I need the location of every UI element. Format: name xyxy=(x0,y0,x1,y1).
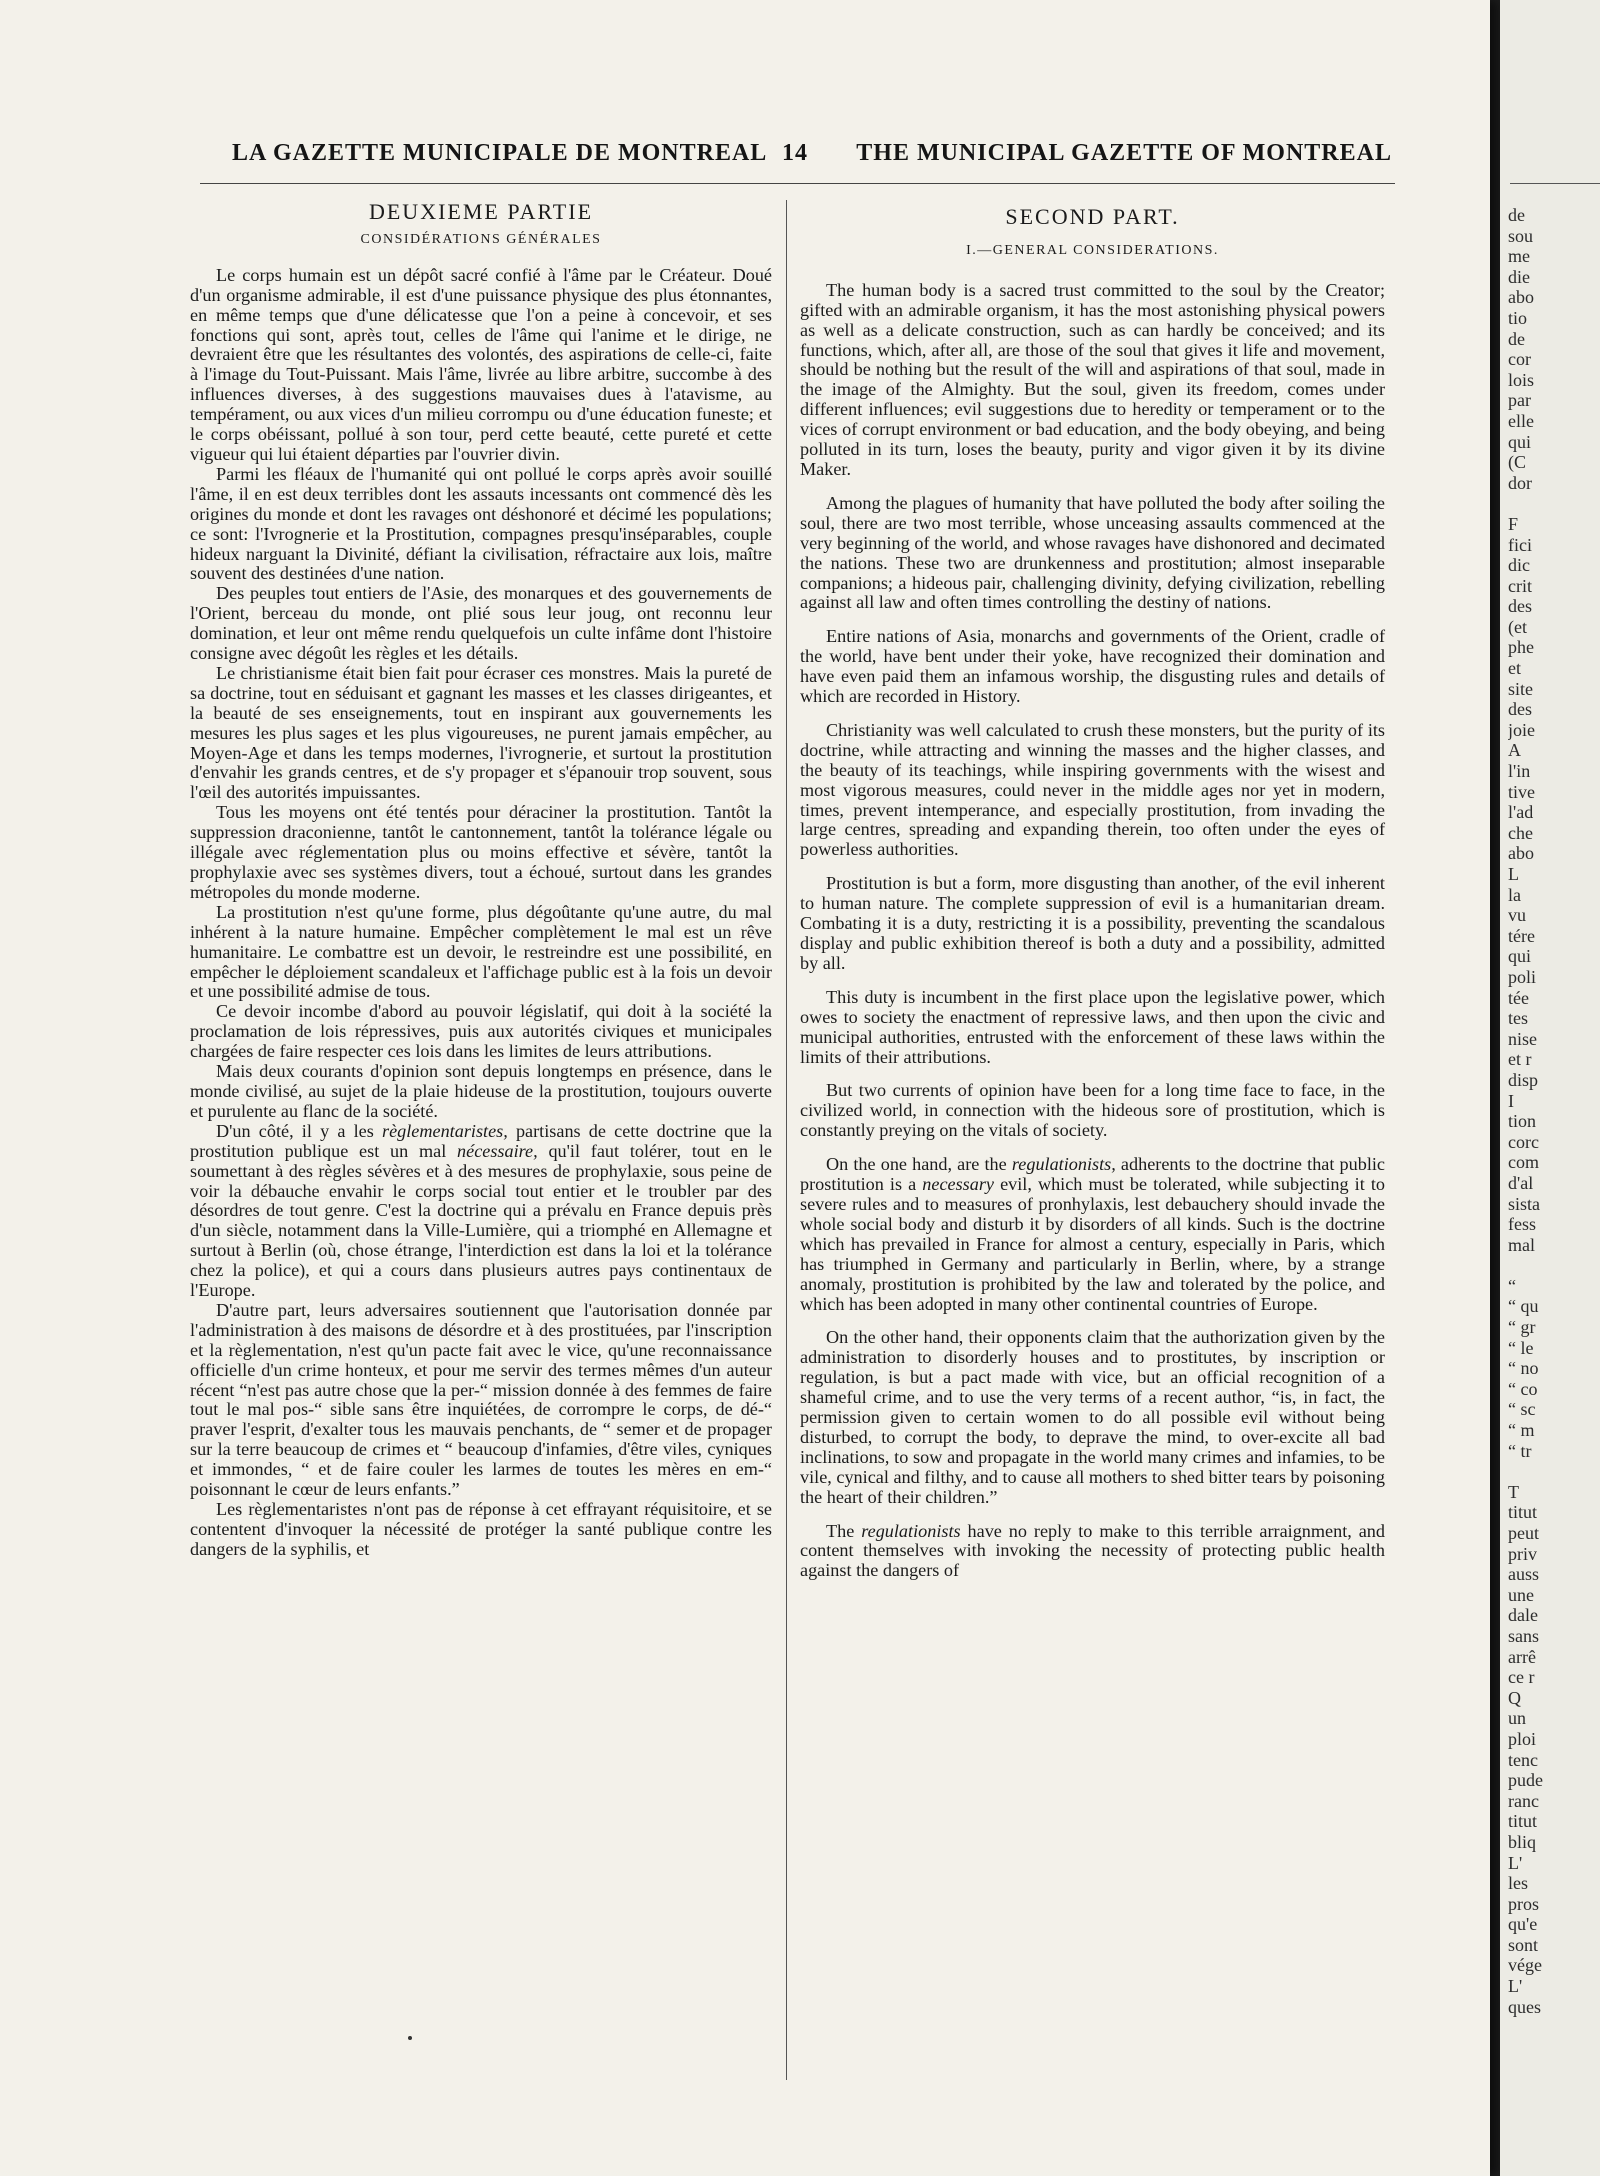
french-paragraph: Ce devoir incombe d'abord au pouvoir législatif, qui doit à la société la proclamation de lois répressives, puis aux autorités civiques et municipales chargées de faire respecter ces lois dans les limites de leurs attributions. xyxy=(190,1001,772,1062)
adjacent-line-fragment: tion xyxy=(1508,1111,1537,1132)
adjacent-line-fragment: tio xyxy=(1508,307,1528,328)
adjacent-line-fragment: ploi xyxy=(1508,1728,1537,1749)
english-paragraph: Prostitution is but a form, more disgusting than another, of the evil inherent to human nature. The complete suppression of evil is a humanitarian dream. Combating it is a duty, restricting it is a possibility, preventing the scandalous display and public exhibition thereof is both a duty and a possibility, admitted by all. xyxy=(800,873,1385,973)
adjacent-line-fragment: “ tr xyxy=(1508,1440,1532,1461)
adjacent-line-fragment: tenc xyxy=(1508,1749,1538,1770)
english-paragraph xyxy=(800,1155,1385,1314)
adjacent-line-fragment: tive xyxy=(1508,781,1535,802)
adjacent-line-fragment: des xyxy=(1508,699,1532,720)
adjacent-line-fragment: d'al xyxy=(1508,1172,1534,1193)
text-run: The xyxy=(826,1520,862,1541)
adjacent-line-fragment: titut xyxy=(1508,1502,1538,1523)
adjacent-line-fragment: corc xyxy=(1508,1131,1539,1152)
french-running-title: LA GAZETTE MUNICIPALE DE MONTREAL xyxy=(232,140,768,166)
french-paragraph xyxy=(190,1122,772,1301)
english-running-title: THE MUNICIPAL GAZETTE OF MONTREAL xyxy=(856,140,1392,166)
adjacent-line-fragment: par xyxy=(1508,390,1531,411)
adjacent-line-fragment: pude xyxy=(1508,1770,1543,1791)
adjacent-line-fragment: fess xyxy=(1508,1214,1536,1235)
adjacent-line-fragment: et xyxy=(1508,658,1521,679)
adjacent-line-fragment: sou xyxy=(1508,225,1534,246)
adjacent-line-fragment: de xyxy=(1508,328,1525,349)
adjacent-line-fragment: dale xyxy=(1508,1605,1538,1626)
adjacent-line-fragment: disp xyxy=(1508,1069,1539,1090)
adjacent-line-fragment: phe xyxy=(1508,637,1534,658)
adjacent-line-fragment: “ co xyxy=(1508,1378,1538,1399)
adjacent-line-fragment: ce r xyxy=(1508,1667,1535,1688)
adjacent-line-fragment: des xyxy=(1508,596,1532,617)
adjacent-line-fragment: joie xyxy=(1508,719,1535,740)
adjacent-line-fragment: L xyxy=(1508,864,1519,884)
adjacent-line-fragment: site xyxy=(1508,678,1533,699)
adjacent-line-fragment: “ xyxy=(1508,1275,1516,1296)
text-run: have no reply to make to this terrible arraignment, and content themselves with invoking the necessity of protecting public health against the dangers of xyxy=(800,1520,1385,1581)
english-paragraph: This duty is incumbent in the first place upon the legislative power, which owes to society the enactment of repressive laws, and then upon the civic and municipal authorities, entrusted with the enforcement of these laws within the limits of their attributions. xyxy=(800,986,1385,1067)
adjacent-line-fragment: arrê xyxy=(1508,1646,1536,1667)
adjacent-line-fragment: “ m xyxy=(1508,1420,1535,1441)
adjacent-page-edge xyxy=(1500,0,1600,2176)
adjacent-line-fragment: pros xyxy=(1508,1893,1539,1914)
adjacent-line-fragment: abo xyxy=(1508,287,1534,308)
adjacent-header-rule xyxy=(1510,183,1600,184)
adjacent-line-fragment: peut xyxy=(1508,1523,1539,1543)
french-paragraph: Mais deux courants d'opinion sont depuis longtemps en présence, dans le monde civilisé, au sujet de la plaie hideuse de la prostitution, toujours ouverte et purulente au flanc de la société. xyxy=(190,1061,772,1121)
text-run: partisans de cette doctrine que la prostitution publique est un mal xyxy=(190,1120,772,1161)
french-paragraph: D'autre part, leurs adversaires soutiennent que l'autorisation donnée par l'administration à des maisons de désordre et à des prostituées, par l'inscription et la règlementation, n'est qu'un pacte fait avec le vice, qu'une reconnaissance officielle d'un crime honteux, et pour me servir des termes mêmes d'un auteur récent “n'est pas autre chose que la per-“ mission donnée à des femmes de faire tout le mal pos-“ sible sans être inquiétées, de corrompre le corps, de dé-“ praver l'esprit, d'exalter tous les mauvais penchants, de “ semer et de propager sur la terre beaucoup de crimes et “ beaucoup d'infamies, d'être viles, cyniques et immondes, “ et de faire couler les larmes de toutes les mères en em-“ poisonnant le cœur de leurs enfants.” xyxy=(190,1299,772,1500)
adjacent-line-fragment: “ le xyxy=(1508,1337,1534,1358)
adjacent-line-fragment: les xyxy=(1508,1873,1528,1894)
header-rule xyxy=(200,183,1395,184)
french-paragraph: Le christianisme était bien fait pour écraser ces monstres. Mais la pureté de sa doctrine, tout en séduisant et gagnant les masses et les classes dirigeantes, et la beauté de ses enseignements, tout en inspirant aux gouvernements les mesures les plus sages et les plus vigoureuses, ne purent jamais empêcher, au Moyen-Age et dans les temps modernes, l'ivrognerie, et surtout la prostitution d'envahir les grands centres, et de s'y propager et s'épanouir trop souvent, sous l'œil des autorités impuissantes. xyxy=(190,662,772,803)
italic-term: règlementaristes, xyxy=(382,1120,508,1141)
english-paragraph: But two currents of opinion have been for a long time face to face, in the civilized world, in connection with the hideous sore of prostitution, which is constantly preying on the vitals of society. xyxy=(800,1080,1385,1141)
english-paragraph: Christianity was well calculated to crush these monsters, but the purity of its doctrine, while attracting and winning the masses and the higher classes, and the beauty of its teachings, while inspiring governments with the wisest and most vigorous measures, could never in the middle ages nor yet in modern, times, prevent intemperance, and especially prostitution, from invading the large centres, spreading and expanding therein, too often under the eyes of powerless authorities. xyxy=(800,719,1385,860)
adjacent-line-fragment: I xyxy=(1508,1090,1514,1111)
adjacent-line-fragment: poli xyxy=(1508,966,1537,987)
adjacent-line-fragment: bliq xyxy=(1508,1831,1537,1852)
page-number: 14 xyxy=(782,140,808,166)
adjacent-line-fragment: titut xyxy=(1508,1811,1538,1832)
adjacent-line-fragment: com xyxy=(1508,1152,1539,1173)
french-paragraph: La prostitution n'est qu'une forme, plus dégoûtante qu'une autre, du mal inhérent à la nature humaine. Empêcher complètement le mal est un rêve humanitaire. Le combattre est un devoir, le restreindre est une possibilité, en empêcher le déploiement scandaleux et l'affichage public est à la fois un devoir et une possibilité admise de tous. xyxy=(190,901,772,1002)
adjacent-line-fragment: abo xyxy=(1508,843,1534,864)
adjacent-line-fragment: elle xyxy=(1508,410,1534,431)
column-divider xyxy=(786,200,787,2080)
text-run: evil, which must be tolerated, while subjecting it to severe rules and to measures of pronhylaxis, lest debauchery should invade the whole social body and disturb it by disorders of all kinds. Such is the doctrine which has prevailed in France for almost a century, especially in Paris, which has triumphed in Germany and particularly in Berlin, where, by a strange anomaly, prostitution is prohibited by the law and tolerated by the police, and which has been adopted in many other continental countries of Europe. xyxy=(800,1174,1385,1314)
adjacent-line-fragment: fici xyxy=(1508,534,1532,555)
adjacent-line-fragment: “ qu xyxy=(1508,1296,1539,1317)
adjacent-line-fragment: ques xyxy=(1508,1996,1541,2017)
adjacent-line-fragment xyxy=(1508,1255,1598,1276)
adjacent-line-fragment: vu xyxy=(1508,905,1526,926)
adjacent-line-fragment: crit xyxy=(1508,575,1532,596)
adjacent-line-fragment: sista xyxy=(1508,1193,1541,1214)
adjacent-line-fragment: sans xyxy=(1508,1625,1539,1646)
english-paragraph: On the other hand, their opponents claim that the authorization given by the administration to disorderly houses and to prostitutes, by inscription or regulation, is but a pact made with vice, but an official recognition of a shameful crime, and to use the very terms of a recent author, “is, in fact, the permission given to certain women to do all possible evil without being disturbed, to corrupt the body, to deprave the mind, to over-excite all bad inclinations, to sow and propagate in the world many crimes and infamies, to be vile, cynical and filthy, and to cause all mothers to shed bitter tears by poisoning the heart of their children.” xyxy=(800,1327,1385,1507)
adjacent-line-fragment: A xyxy=(1508,740,1521,761)
adjacent-line-fragment: (C xyxy=(1508,452,1526,473)
english-paragraph xyxy=(800,1522,1385,1582)
french-column xyxy=(190,199,772,1560)
adjacent-line-fragment: un xyxy=(1508,1708,1526,1729)
adjacent-line-fragment: L' xyxy=(1508,1976,1523,1997)
text-run: D'un côté, il y a les xyxy=(216,1120,382,1141)
adjacent-line-fragment xyxy=(1508,1461,1598,1482)
adjacent-line-fragment: cor xyxy=(1508,349,1531,370)
page-header xyxy=(232,140,1392,180)
english-part-title: SECOND PART. xyxy=(1005,204,1180,229)
adjacent-line-fragment: dor xyxy=(1508,472,1532,493)
english-column xyxy=(800,204,1386,1595)
print-speck xyxy=(408,2036,412,2040)
adjacent-line-fragment: L' xyxy=(1508,1852,1523,1873)
adjacent-line-fragment: qui xyxy=(1508,946,1532,967)
adjacent-line-fragment: lois xyxy=(1508,369,1535,390)
adjacent-line-fragment: F xyxy=(1508,513,1519,534)
adjacent-line-fragment: “ no xyxy=(1508,1358,1539,1379)
english-paragraph: Among the plagues of humanity that have polluted the body after soiling the soul, there are two most terrible, whose unceasing assaults commenced at the very beginning of the world, and whose ravages have dishonored and decimated the nations. These two are drunkenness and prostitution; almost inseparable companions; a hideous pair, challenging divinity, defying civilization, rebelling against all law and often times controlling the destiny of nations. xyxy=(800,492,1385,613)
adjacent-line-fragment: nise xyxy=(1508,1028,1537,1049)
adjacent-line-fragment: de xyxy=(1508,205,1525,225)
adjacent-line-fragment: sont xyxy=(1508,1934,1539,1955)
italic-term: nécessaire, xyxy=(457,1140,538,1161)
italic-term: necessary xyxy=(922,1174,994,1195)
adjacent-line-fragment: mal xyxy=(1508,1234,1535,1255)
adjacent-line-fragment: tée xyxy=(1508,987,1529,1008)
english-section-title: I.—GENERAL CONSIDERATIONS. xyxy=(966,242,1219,258)
adjacent-line-fragment: die xyxy=(1508,266,1530,287)
adjacent-line-fragment: me xyxy=(1508,246,1530,267)
adjacent-line-fragment: ranc xyxy=(1508,1790,1539,1811)
adjacent-line-fragment: T xyxy=(1508,1481,1519,1502)
english-paragraph: The human body is a sacred trust committed to the soul by the Creator; gifted with an admirable organism, it has the most astonishing physical powers as well as a delicate construction, such as can hardly be conceived; and its functions, which, after all, are those of the soul that gives it life and movement, should be nothing but the result of the will and aspirations of that soul, made in the image of the Almighty. But the soul, given its freedom, comes under different influences; evil suggestions due to heredity or temperament or to the vices of corrupt environment or bad education, and the body obeying, and being polluted in its turn, loses the beauty, purity and vigor given it by its divine Maker. xyxy=(800,279,1385,479)
adjacent-line-fragment: che xyxy=(1508,822,1533,843)
adjacent-line-fragment: “ sc xyxy=(1508,1399,1536,1420)
italic-term: regulationists xyxy=(861,1520,961,1541)
adjacent-line-fragment: “ gr xyxy=(1508,1317,1536,1338)
adjacent-line-fragment: l'in xyxy=(1508,761,1531,782)
adjacent-line-fragment: tére xyxy=(1508,925,1535,946)
french-part-title: DEUXIEME PARTIE xyxy=(368,199,594,224)
adjacent-line-fragment: qui xyxy=(1508,431,1532,452)
text-run: adherents to the doctrine that public prostitution is a xyxy=(800,1154,1386,1195)
italic-term: regulationists, xyxy=(1011,1154,1116,1175)
english-paragraph: Entire nations of Asia, monarchs and governments of the Orient, cradle of the world, have bent under their yoke, have recognized their domination and have even paid them an infamous worship, the disgusting rules and details of which are recorded in History. xyxy=(800,626,1385,707)
adjacent-line-fragment: dic xyxy=(1508,555,1530,576)
french-paragraph: Des peuples tout entiers de l'Asie, des monarques et des gouvernements de l'Orient, berceau du monde, ont plié sous leur joug, ont reconnu leur domination, et leur ont même rendu quelquefois un culte infâme dont l'histoire consigne avec dégoût les règles et les détails. xyxy=(190,583,772,664)
adjacent-line-fragment: qu'e xyxy=(1508,1914,1538,1935)
french-paragraph: Les règlementaristes n'ont pas de réponse à cet effrayant réquisitoire, et se contentent d'invoquer la nécessité de protéger la santé publique contre les dangers de la syphilis, et xyxy=(190,1499,772,1559)
french-paragraph: Parmi les fléaux de l'humanité qui ont pollué le corps après avoir souillé l'âme, il en est deux terribles dont les assauts incessants ont commencé dès les origines du monde et dont les ravages ont déshonoré et décimé les populations; ce sont: l'Ivrognerie et la Prostitution, compagnes presqu'inséparables, couple hideux narguant la Divinité, défiant la civilisation, réfractaire aux lois, maître souvent des destinées d'une nation. xyxy=(190,463,772,584)
adjacent-line-fragment: la xyxy=(1508,884,1521,905)
adjacent-line-fragment: Q xyxy=(1508,1687,1521,1708)
text-run: On the one hand, are the xyxy=(826,1154,1012,1175)
adjacent-page-text xyxy=(1508,205,1598,2017)
adjacent-line-fragment: (et xyxy=(1508,616,1527,637)
french-paragraph: Tous les moyens ont été tentés pour déraciner la prostitution. Tantôt la suppression draconienne, tantôt le cantonnement, tantôt la tolérance légale ou illégale avec réglementation plus ou moins effective et sévère, tantôt la prophylaxie avec ses systèmes divers, tout a échoué, surtout dans les grandes métropoles du monde moderne. xyxy=(190,802,772,902)
adjacent-line-fragment: tes xyxy=(1508,1008,1528,1029)
adjacent-line-fragment xyxy=(1508,493,1598,514)
adjacent-line-fragment: une xyxy=(1508,1584,1534,1605)
adjacent-line-fragment: vége xyxy=(1508,1955,1542,1976)
adjacent-line-fragment: l'ad xyxy=(1508,802,1534,823)
french-section-title: CONSIDÉRATIONS GÉNÉRALES xyxy=(360,231,602,247)
french-paragraph: Le corps humain est un dépôt sacré confié à l'âme par le Créateur. Doué d'un organisme admirable, il est d'une puissance physique des plus étonnantes, en même temps que d'une délicatesse que l'on a peine à concevoir, et ses fonctions qui sont, après tout, celles de l'âme qui l'anime et le dirige, ne devraient être que les résultantes des volontés, des aspirations de celle-ci, faite à l'image du Tout-Puissant. Mais l'âme, livrée au libre arbitre, succombe à des influences diverses, à des suggestions mauvaises dues à l'atavisme, au tempérament, ou aux vices d'un milieu corrompu ou d'une éducation funeste; et le corps obéissant, pollué à son tour, perd cette beauté, cette pureté et cette vigueur qui lui étaient départies par l'ouvrier divin. xyxy=(190,264,772,464)
adjacent-line-fragment: et r xyxy=(1508,1049,1532,1070)
adjacent-line-fragment: auss xyxy=(1508,1564,1539,1585)
adjacent-line-fragment: priv xyxy=(1508,1543,1537,1564)
text-run: qu'il faut tolérer, tout en le soumettant à des règles sévères et à des mesures de prophylaxie, sous peine de voir la débauche envahir le corps social tout entier et le troubler par des désordres de tout genre. C'est la doctrine qui a prévalu en France depuis près d'un siècle, notamment dans la Ville-Lumière, qui a triomphé en Allemagne et surtout à Berlin (où, chose étrange, l'interdiction est dans la loi et la tolérance chez la police), et qui a cours dans plusieurs autres pays continentaux de l'Europe. xyxy=(190,1140,772,1301)
